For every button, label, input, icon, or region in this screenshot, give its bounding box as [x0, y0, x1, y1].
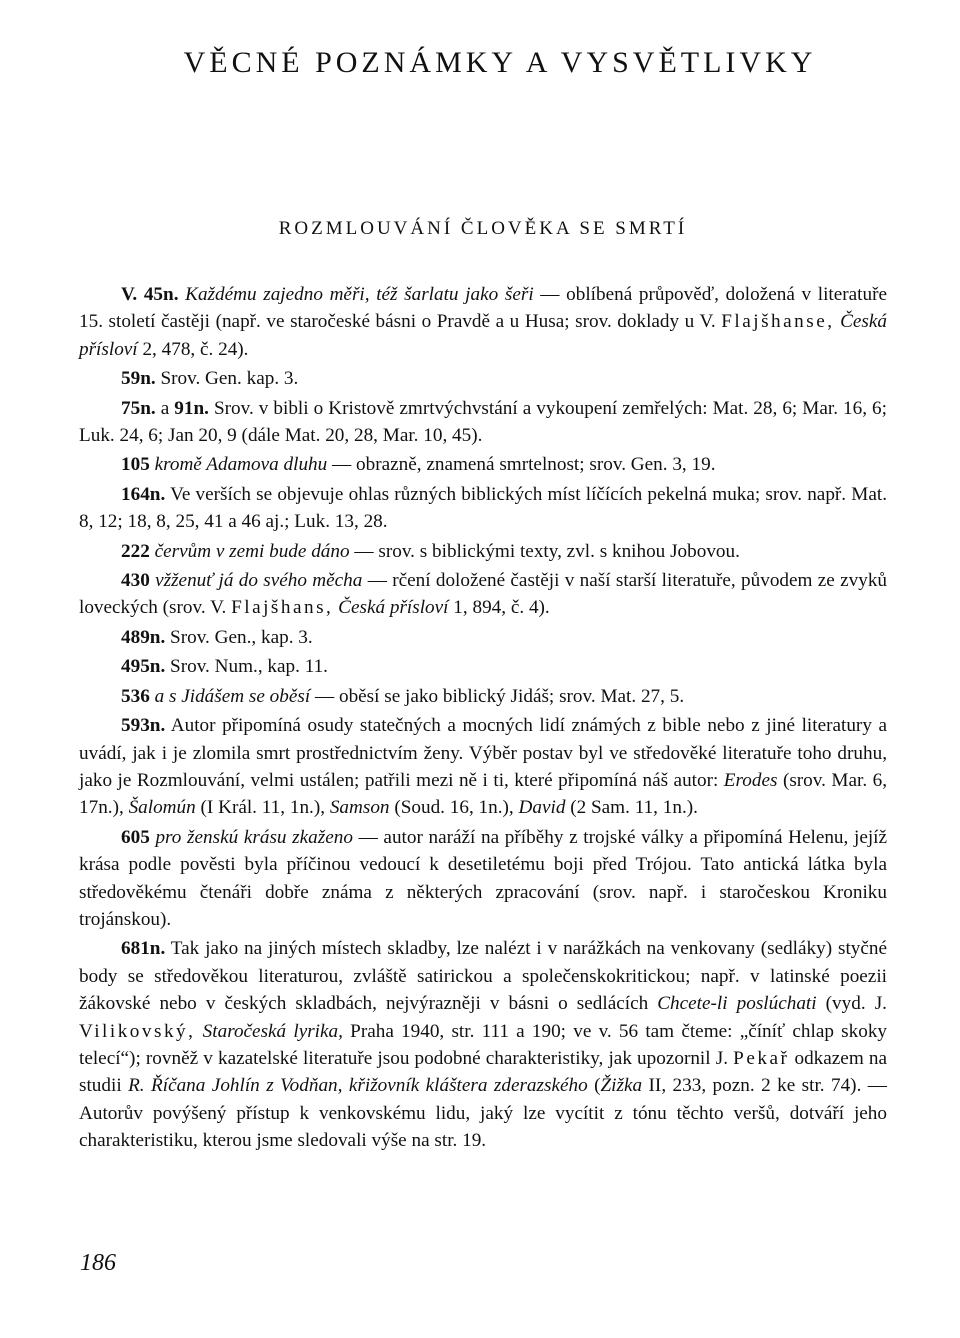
note-text: — autor naráží na příběhy z trojské války a připomíná Helenu, jejíž krása podle pověsti byla příčinou vedoucí k desetiletému boji před Trójou. Tato antická látka byla středověkému čtenáři dobře známa z některých zpracování (srov. např. i staročeskou Kroniku trojánskou). — [79, 826, 888, 930]
note-lemma: Každému zajedno měři, též šarlatu jako šeři — [185, 284, 534, 305]
note-lemma: pro ženskú krásu zkaženo — [155, 826, 353, 848]
notes-list — [79, 281, 887, 1157]
author-name: Flajšhanse, — [721, 311, 835, 333]
note-ref: 536 — [121, 685, 150, 707]
note-text: Ve verších se objevuje ohlas různých biblických míst líčících pekelná muka; srov. např. Mat. 8, 12; 18, 8, 25, 41 a 46 aj.; Luk. 13, 28. — [79, 483, 888, 533]
note-text: a — [155, 397, 175, 419]
note-text: — oblíbená průpověď, doložená v literatuře 15. století častěji (např. ve staročeské básni o Pravdě a u Husa; srov. doklady u V. — [79, 284, 887, 333]
note-75n — [79, 395, 887, 450]
note-489n — [79, 624, 887, 651]
note-ref: 430 — [121, 570, 150, 592]
work-title: Chcete-li poslúchati — [657, 993, 817, 1015]
work-title: Samson — [329, 797, 390, 819]
work-title: Šalomún — [128, 797, 196, 819]
author-name: Vilikovský, — [79, 1020, 196, 1042]
note-text: odkazem na studii — [79, 1047, 887, 1097]
note-text: ( — [587, 1075, 601, 1097]
work-title: Česká přísloví — [79, 311, 887, 360]
note-605 — [79, 824, 887, 934]
note-text: (srov. Mar. 6, 17n.), — [79, 769, 887, 819]
note-text: Srov. Gen. kap. 3. — [160, 368, 299, 390]
note-lemma: kromě Adamova dluhu — [154, 454, 328, 476]
note-ref: V. 45n. — [121, 284, 179, 305]
note-ref: 75n. — [121, 397, 156, 419]
note-lemma: a s Jidášem se oběsí — [154, 685, 311, 707]
section-title: ROZMLOUVÁNÍ ČLOVĚKA SE SMRTÍ — [278, 218, 688, 239]
note-59n — [79, 365, 887, 392]
note-text: 2, 478, č. 24). — [137, 338, 249, 360]
work-title: David — [518, 797, 566, 819]
note-text: — rčení doložené častěji v naší starší literatuře, původem ze zvyků loveckých (srov. V. — [79, 570, 888, 619]
note-ref: 495n. — [121, 656, 166, 678]
work-title: Žižka — [600, 1075, 643, 1097]
work-title: Staročeská lyrika, — [202, 1020, 343, 1042]
note-ref: 105 — [121, 454, 150, 476]
note-text: (2 Sam. 11, 1n.). — [565, 797, 698, 819]
note-text: Srov. Num., kap. 11. — [170, 656, 328, 678]
note-222 — [79, 538, 887, 565]
work-title: Erodes — [723, 769, 778, 791]
note-ref: 605 — [121, 826, 150, 848]
note-text: II, 233, pozn. 2 ke str. 74). — Autorův povýšený přístup k venkovskému lidu, jaký lze vycítit z tónu těchto veršů, dotváří jeho charakteristiku, kterou jsme sledovali výše na str. 19. — [79, 1075, 887, 1152]
note-45n — [79, 281, 887, 363]
author-name: Pekař — [733, 1047, 790, 1069]
note-ref: 91n. — [174, 397, 209, 419]
note-536 — [79, 683, 887, 710]
note-lemma: vžženuť já do svého měcha — [155, 570, 363, 592]
note-text — [195, 1021, 202, 1042]
note-593n — [79, 712, 887, 822]
note-ref: 164n. — [121, 483, 166, 505]
note-ref: 489n. — [121, 626, 166, 648]
note-text: (I Král. 11, 1n.), — [195, 797, 330, 819]
note-text: — obrazně, znamená smrtelnost; srov. Gen. 3, 19. — [327, 454, 716, 476]
note-text: Srov. Gen., kap. 3. — [170, 626, 313, 648]
note-text: (Soud. 16, 1n.), — [389, 797, 519, 819]
page-number: 186 — [80, 1250, 116, 1276]
note-text: Srov. v bibli o Kristově zmrtvýchvstání a vykoupení zemřelých: Mat. 28, 6; Mar. 16, 6; Luk. 24, 6; Jan 20, 9 (dále Mat. 20, 28, Mar. 10, 45). — [79, 397, 887, 447]
note-text: 1, 894, č. 4). — [448, 597, 550, 619]
work-title: Česká přísloví — [338, 597, 449, 619]
note-text: Autor připomíná osudy statečných a mocných lidí známých z bible nebo z jiné literatury a uvádí, jak i je zlomila smrt prostřednictvím ženy. Výběr postav byl ve středověké literatuře toho druhu, jako je Rozmlouvání, velmi ustálen; patřili mezi ně i ti, které připomíná náš autor: — [79, 715, 887, 791]
note-text: Praha 1940, str. 111 a 190; ve v. 56 tam čteme: „číníť chlap skoky telecí“); rovněž v kazatelské literatuře jsou podobné charakteristiky, jak upozornil J. — [79, 1020, 888, 1069]
note-text: — srov. s biblickými texty, zvl. s knihou Jobovou. — [349, 540, 740, 562]
note-ref: 593n. — [121, 715, 166, 737]
note-105 — [79, 451, 887, 478]
note-681n — [79, 935, 887, 1154]
note-text: — oběsí se jako biblický Jidáš; srov. Mat. 27, 5. — [310, 685, 685, 707]
page-title: VĚCNÉ POZNÁMKY A VYSVĚTLIVKY — [183, 46, 817, 79]
note-ref: 681n. — [121, 938, 166, 960]
note-495n — [79, 653, 887, 680]
note-430 — [79, 567, 887, 622]
note-lemma: červům v zemi bude dáno — [154, 540, 350, 562]
note-ref: 59n. — [121, 368, 156, 390]
note-164n — [79, 481, 887, 536]
note-text: Tak jako na jiných místech skladby, lze nalézt i v narážkách na venkovany (sedláky) styčné body se středověkou literaturou, zvláště satirickou a společenskokritickou; např. v latinské poezii žákovské nebo v českých skladbách, nejvýrazněji v básni o sedlácích — [79, 938, 887, 1015]
note-text: (vyd. J. — [816, 993, 887, 1015]
note-ref: 222 — [121, 540, 150, 562]
author-name: Flajšhans, — [231, 597, 334, 619]
work-title: R. Říčana Johlín z Vodňan, křižovník kláštera zderazského — [128, 1075, 588, 1097]
